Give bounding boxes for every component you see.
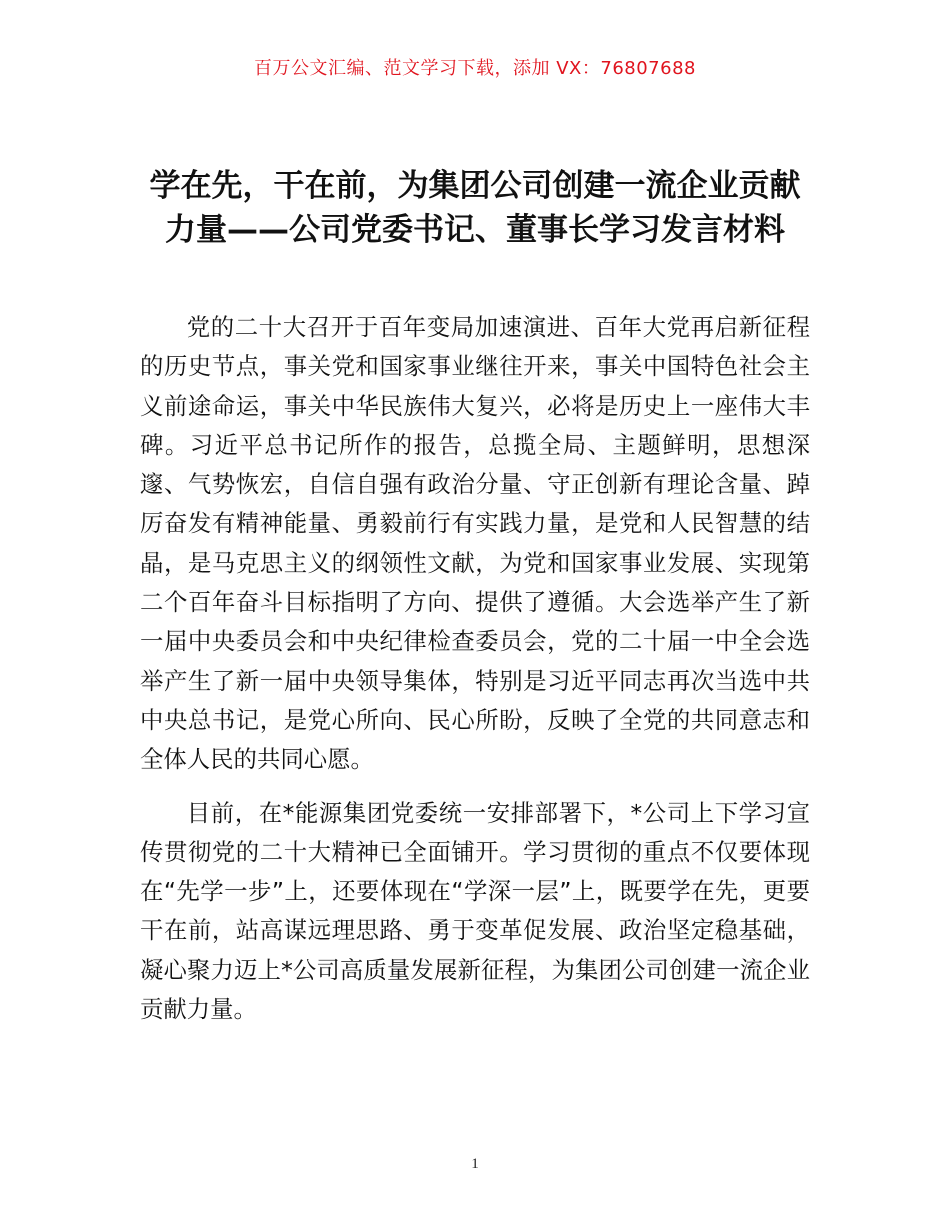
document-title: 学在先，干在前，为集团公司创建一流企业贡献力量——公司党委书记、董事长学习发言材料 <box>149 168 801 248</box>
page-number: 1 <box>471 1156 479 1172</box>
paragraph-1: 党的二十大召开于百年变局加速演进、百年大党再启新征程的历史节点，事关党和国家事业继往开来，事关中国特色社会主义前途命运，事关中华民族伟大复兴，必将是历史上一座伟大丰碑。习近平总书记所作的报告，总揽全局、主题鲜明，思想深邃、气势恢宏，自信自强有政治分量、守正创新有理论含量、踔厉奋发有精神能量、勇毅前行有实践力量，是党和人民智慧的结晶，是马克思主义的纲领性文献，为党和国家事业发展、实现第二个百年奋斗目标指明了方向、提供了遵循。大会选举产生了新一届中央委员会和中央纪律检查委员会，党的二十届一中全会选举产生了新一届中央领导集体，特别是习近平同志再次当选中共中央总书记，是党心所向、民心所盼，反映了全党的共同意志和全体人民的共同心愿。 <box>140 313 810 774</box>
header-banner: 百万公文汇编、范文学习下载，添加 VX：76807688 <box>254 58 696 79</box>
paragraph-2: 目前，在*能源集团党委统一安排部署下，*公司上下学习宣传贯彻党的二十大精神已全面铺开。学习贯彻的重点不仅要体现在“先学一步”上，还要体现在“学深一层”上，既要学在先，更要干在前，站高谋远理思路、勇于变革促发展、政治坚定稳基础，凝心聚力迈上*公司高质量发展新征程，为集团公司创建一流企业贡献力量。 <box>140 798 810 1024</box>
document-body <box>140 308 810 1043</box>
